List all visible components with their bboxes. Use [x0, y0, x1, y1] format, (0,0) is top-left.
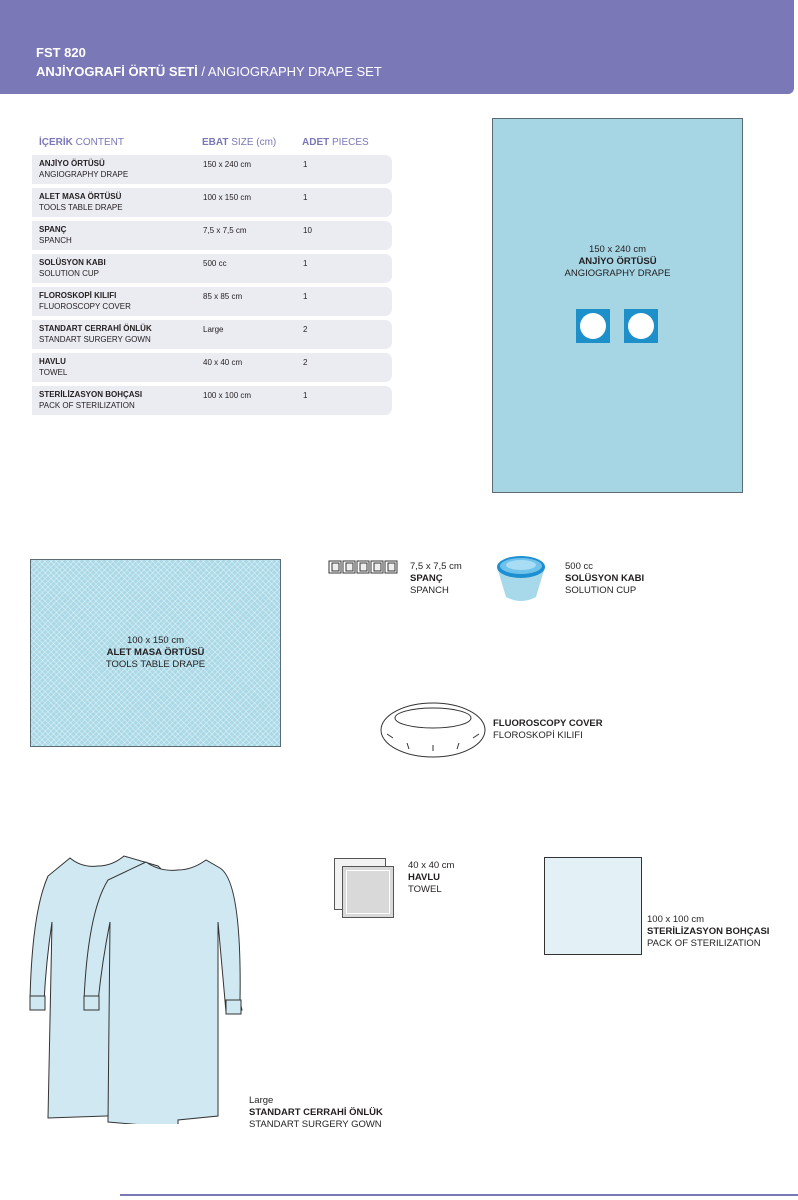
cup-size: 500 cc — [565, 561, 593, 572]
towel-name-en: TOWEL — [408, 884, 442, 895]
row-name-en: STANDART SURGERY GOWN — [39, 335, 151, 344]
gown-size: Large — [249, 1095, 274, 1106]
row-qty: 2 — [303, 325, 308, 334]
row-name-tr: STANDART CERRAHİ ÖNLÜK — [39, 324, 152, 333]
row-qty: 1 — [303, 292, 308, 301]
col-header-content-en: CONTENT — [72, 137, 125, 148]
table-row — [32, 287, 392, 316]
title-separator: / — [197, 64, 208, 79]
row-name-tr: SPANÇ — [39, 225, 67, 234]
title-tr: ANJİYOGRAFİ ÖRTÜ SETİ — [36, 64, 198, 79]
table-row — [32, 155, 392, 184]
row-name-tr: ALET MASA ÖRTÜSÜ — [39, 192, 122, 201]
row-qty: 1 — [303, 259, 308, 268]
table-row — [32, 386, 392, 415]
fluoroscopy-cover-icon — [379, 698, 487, 760]
gown-name-en: STANDART SURGERY GOWN — [249, 1119, 382, 1130]
row-name-en: SOLUTION CUP — [39, 269, 100, 278]
table-row — [32, 221, 392, 250]
row-size: 500 cc — [203, 259, 227, 268]
product-title — [36, 64, 382, 79]
row-qty: 1 — [303, 160, 308, 169]
towel-front-icon — [342, 866, 394, 918]
col-header-pieces-en: PIECES — [329, 137, 369, 148]
cup-name-tr: SOLÜSYON KABI — [565, 573, 645, 584]
spanch-size: 7,5 x 7,5 cm — [410, 561, 462, 572]
drape-caption — [493, 244, 742, 280]
row-name-tr: FLOROSKOPİ KILIFI — [39, 291, 117, 300]
row-size: 150 x 240 cm — [203, 160, 252, 169]
row-size: 40 x 40 cm — [203, 358, 243, 367]
drape-name-en: ANGIOGRAPHY DRAPE — [564, 268, 671, 279]
header-banner — [0, 0, 794, 94]
col-header-content — [39, 137, 124, 148]
row-name-tr: STERİLİZASYON BOHÇASI — [39, 390, 143, 399]
steril-name-tr: STERİLİZASYON BOHÇASI — [647, 926, 770, 937]
surgery-gown-icon — [28, 852, 248, 1124]
row-name-en: FLUOROSCOPY COVER — [39, 302, 131, 311]
table-drape-size: 100 x 150 cm — [126, 635, 185, 646]
col-header-size — [202, 137, 276, 148]
row-name-en: PACK OF STERILIZATION — [39, 401, 135, 410]
row-size: 100 x 150 cm — [203, 193, 252, 202]
row-name-tr: ANJİYO ÖRTÜSÜ — [39, 159, 105, 168]
row-name-en: TOOLS TABLE DRAPE — [39, 203, 123, 212]
drape-name-tr: ANJİYO ÖRTÜSÜ — [578, 256, 657, 267]
cup-name-en: SOLUTION CUP — [565, 585, 637, 596]
table-row — [32, 188, 392, 217]
tools-table-drape-image — [30, 559, 281, 747]
fluoro-name-en: FLUOROSCOPY COVER — [493, 718, 603, 729]
row-name-en: TOWEL — [39, 368, 68, 377]
row-size: 100 x 100 cm — [203, 391, 252, 400]
steril-caption — [647, 914, 769, 950]
sterilization-pack-image — [544, 857, 642, 955]
gown-name-tr: STANDART CERRAHİ ÖNLÜK — [249, 1107, 383, 1118]
col-header-pieces — [302, 137, 369, 148]
towel-caption — [408, 860, 454, 896]
table-drape-name-en: TOOLS TABLE DRAPE — [105, 659, 206, 670]
col-header-content-tr: İÇERİK — [39, 137, 73, 148]
col-header-size-tr: EBAT — [202, 137, 229, 148]
solution-cup-icon — [494, 553, 548, 605]
row-name-tr: HAVLU — [39, 357, 66, 366]
spanch-icon — [328, 558, 402, 576]
fluoro-caption — [493, 718, 603, 742]
row-name-en: SPANCH — [39, 236, 72, 245]
steril-name-en: PACK OF STERILIZATION — [647, 938, 761, 949]
row-qty: 2 — [303, 358, 308, 367]
col-header-pieces-tr: ADET — [302, 137, 330, 148]
spanch-name-tr: SPANÇ — [410, 573, 443, 584]
towel-name-tr: HAVLU — [408, 872, 441, 883]
fenestration-left-icon — [576, 309, 610, 343]
table-drape-name-tr: ALET MASA ÖRTÜSÜ — [106, 647, 205, 658]
table-row — [32, 320, 392, 349]
row-size: 85 x 85 cm — [203, 292, 243, 301]
row-size: 7,5 x 7,5 cm — [203, 226, 247, 235]
product-code: FST 820 — [36, 45, 86, 60]
row-name-tr: SOLÜSYON KABI — [39, 258, 106, 267]
row-qty: 1 — [303, 391, 308, 400]
towel-size: 40 x 40 cm — [408, 860, 455, 871]
table-row — [32, 353, 392, 382]
table-row — [32, 254, 392, 283]
angiography-drape-image — [492, 118, 743, 493]
row-qty: 1 — [303, 193, 308, 202]
steril-size: 100 x 100 cm — [647, 914, 705, 925]
row-qty: 10 — [303, 226, 312, 235]
row-size: Large — [203, 325, 224, 334]
spanch-name-en: SPANCH — [410, 585, 449, 596]
fenestration-right-icon — [624, 309, 658, 343]
cup-caption — [565, 561, 644, 597]
title-en: ANGIOGRAPHY DRAPE SET — [207, 64, 382, 79]
col-header-size-en: SIZE (cm) — [228, 137, 277, 148]
row-name-en: ANGIOGRAPHY DRAPE — [39, 170, 129, 179]
table-drape-caption — [31, 635, 280, 671]
drape-size: 150 x 240 cm — [588, 244, 647, 255]
spanch-caption — [410, 561, 462, 597]
fluoro-name-tr: FLOROSKOPİ KILIFI — [493, 730, 583, 741]
gown-caption — [249, 1095, 383, 1131]
footer-divider — [120, 1194, 798, 1196]
